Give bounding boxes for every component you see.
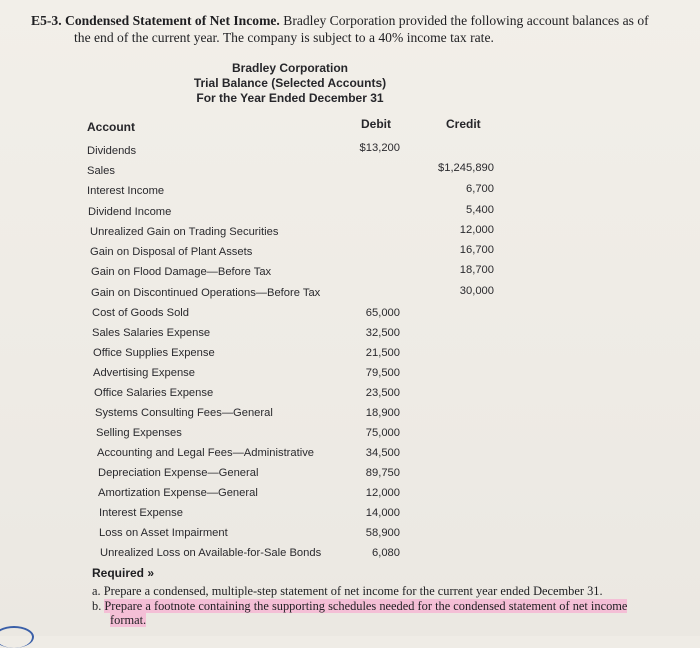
problem-title: Condensed Statement of Net Income. (65, 13, 280, 28)
credit-amount: 6,700 (466, 183, 494, 195)
credit-amount: 12,000 (459, 224, 494, 236)
debit-amount: 21,500 (365, 347, 400, 359)
debit-amount: 65,000 (365, 307, 400, 319)
problem-text-line-1: Bradley Corporation provided the following account balances as of (283, 13, 649, 28)
debit-amount: 34,500 (365, 447, 400, 459)
account-name: Office Supplies Expense (93, 347, 215, 359)
account-name: Sales Salaries Expense (92, 327, 211, 339)
account-name: Depreciation Expense—General (98, 467, 259, 479)
problem-text-line-2: the end of the current year. The company is subject to a 40% income tax rate. (74, 30, 494, 45)
account-name: Advertising Expense (93, 367, 195, 379)
requirement-b-text-line-2: format. (110, 613, 147, 627)
debit-amount: 14,000 (365, 507, 400, 519)
problem-heading (31, 13, 649, 29)
account-name: Accounting and Legal Fees—Administrative (97, 447, 315, 459)
account-name: Loss on Asset Impairment (99, 527, 228, 539)
statement-name: Trial Balance (Selected Accounts) (193, 76, 387, 90)
required-title: Required » (92, 566, 155, 580)
account-name: Cost of Goods Sold (92, 307, 190, 319)
debit-amount: 75,000 (365, 427, 400, 439)
account-name: Gain on Discontinued Operations—Before Tax (91, 287, 321, 299)
credit-amount: 16,700 (459, 244, 494, 256)
debit-amount: 23,500 (365, 387, 400, 399)
company-name: Bradley Corporation (231, 61, 348, 75)
account-name: Gain on Flood Damage—Before Tax (91, 266, 272, 278)
credit-column-header: Credit (446, 117, 481, 131)
account-name: Unrealized Gain on Trading Securities (90, 226, 279, 238)
credit-amount: $1,245,890 (438, 162, 494, 174)
requirement-b-line-2 (110, 613, 146, 627)
credit-amount: 18,700 (459, 264, 494, 276)
debit-amount: 6,080 (372, 547, 400, 559)
account-name: Interest Income (87, 185, 165, 197)
binder-ring-decoration (0, 626, 34, 648)
debit-amount: 89,750 (365, 467, 400, 479)
debit-column-header: Debit (361, 117, 391, 131)
debit-amount: 58,900 (365, 527, 400, 539)
account-name: Interest Expense (99, 507, 183, 519)
statement-period: For the Year Ended December 31 (196, 91, 384, 105)
account-column-header: Account (87, 120, 135, 134)
credit-amount: 30,000 (459, 285, 494, 297)
account-name: Unrealized Loss on Available-for-Sale Bonds (100, 547, 322, 559)
requirement-a-text: Prepare a condensed, multiple-step statement of net income for the current year ended December 31. (103, 584, 603, 598)
requirement-b-label: b. (92, 599, 102, 613)
account-name: Amortization Expense—General (98, 487, 258, 499)
account-name: Gain on Disposal of Plant Assets (90, 246, 253, 258)
debit-amount: 18,900 (365, 407, 400, 419)
account-name: Systems Consulting Fees—General (95, 407, 273, 419)
requirement-a (92, 584, 603, 598)
credit-amount: 5,400 (466, 204, 494, 216)
requirement-b (92, 599, 627, 613)
account-name: Office Salaries Expense (94, 387, 214, 399)
requirement-b-text-line-1: Prepare a footnote containing the supporting schedules needed for the condensed statement of net income (104, 599, 628, 613)
account-name: Selling Expenses (96, 427, 182, 439)
account-name: Dividend Income (88, 206, 172, 218)
debit-amount: 12,000 (365, 487, 400, 499)
account-name: Sales (87, 165, 115, 177)
debit-amount: $13,200 (359, 142, 400, 154)
debit-amount: 32,500 (365, 327, 400, 339)
problem-number: E5-3. (31, 13, 62, 28)
account-name: Dividends (87, 145, 137, 157)
debit-amount: 79,500 (365, 367, 400, 379)
requirement-a-label: a. (92, 584, 101, 598)
